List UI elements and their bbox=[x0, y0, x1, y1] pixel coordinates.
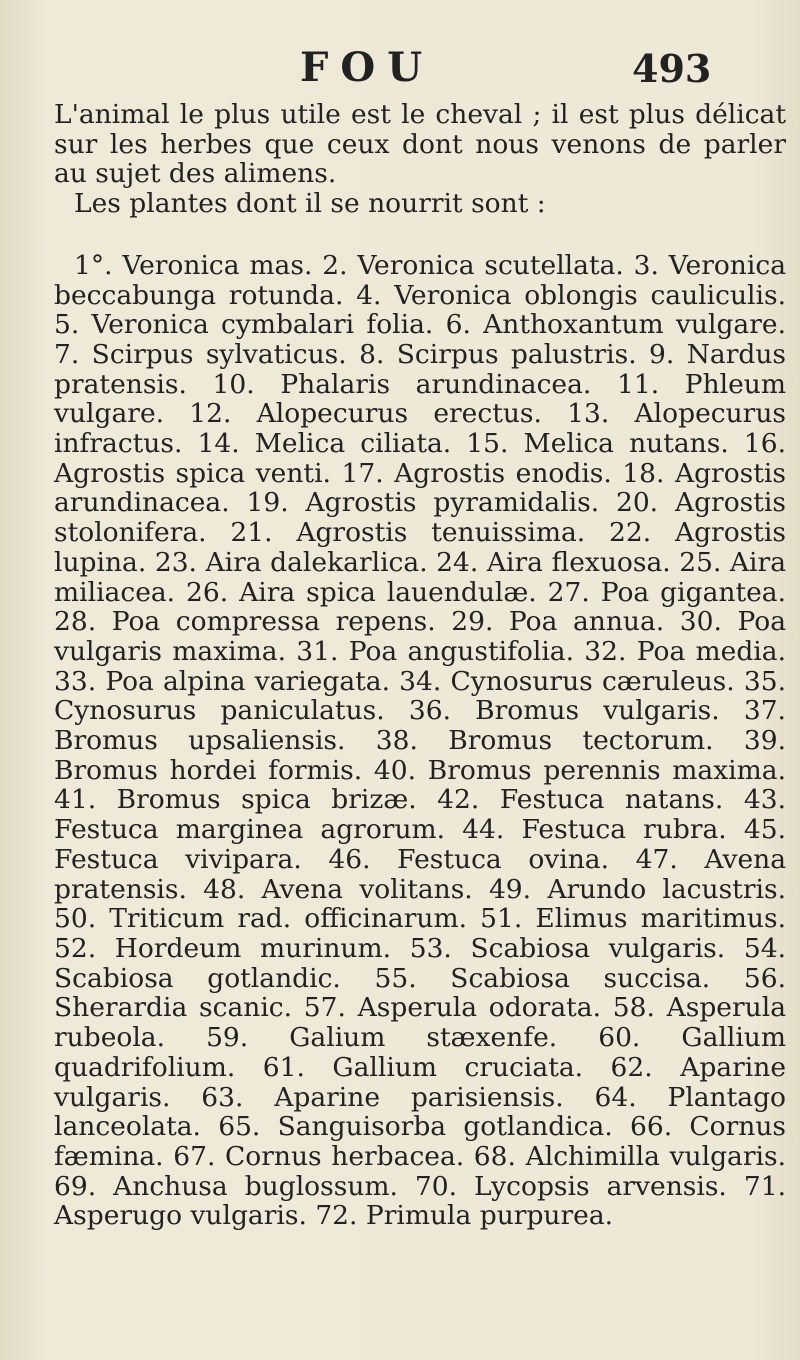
lead-paragraph: Les plantes dont il se nourrit sont : bbox=[74, 188, 546, 220]
page-header bbox=[0, 44, 800, 96]
page-number: 493 bbox=[632, 46, 712, 91]
intro-paragraph: L'animal le plus utile est le cheval ; il est plus délicat sur les herbes que ceux dont nous venons de parler au sujet des alimens. bbox=[54, 99, 786, 190]
body-text bbox=[54, 100, 786, 1231]
running-head: FOU bbox=[300, 44, 435, 91]
plant-list-paragraph: 1°. Veronica mas. 2. Veronica scutellata. 3. Veronica beccabunga rotunda. 4. Veronica oblongis cauliculis. 5. Veronica cymbalari folia. 6. Anthoxantum vulgare. 7. Scirpus sylvaticus. 8. Scirpus palustris. 9. Nardus pratensis. 10. Phalaris arundinacea. 11. Phleum vulgare. 12. Alopecurus erectus. 13. Alopecurus infractus. 14. Melica ciliata. 15. Melica nutans. 16. Agrostis spica venti. 17. Agrostis enodis. 18. Agrostis arundinacea. 19. Agrostis pyramidalis. 20. Agrostis stolonifera. 21. Agrostis tenuissima. 22. Agrostis lupina. 23. Aira dalekarlica. 24. Aira flexuosa. 25. Aira miliacea. 26. Aira spica lauendulæ. 27. Poa gigantea. 28. Poa compressa repens. 29. Poa annua. 30. Poa vulgaris maxima. 31. Poa angustifolia. 32. Poa media. 33. Poa alpina variegata. 34. Cynosurus cæruleus. 35. Cynosurus paniculatus. 36. Bromus vulgaris. 37. Bromus upsaliensis. 38. Bromus tectorum. 39. Bromus hordei formis. 40. Bromus perennis maxima. 41. Bromus spica brizæ. 42. Festuca natans. 43. Festuca marginea agrorum. 44. Festuca rubra. 45. Festuca vivipara. 46. Festuca ovina. 47. Avena pratensis. 48. Avena volitans. 49. Arundo lacustris. 50. Triticum rad. officinarum. 51. Elimus maritimus. 52. Hordeum murinum. 53. Scabiosa vulgaris. 54. Scabiosa gotlandic. 55. Scabiosa succisa. 56. Sherardia scanic. 57. Asperula odorata. 58. Asperula rubeola. 59. Galium stæxenfe. 60. Gallium quadrifolium. 61. Gallium cruciata. 62. Aparine vulgaris. 63. Aparine parisiensis. 64. Plantago lanceolata. 65. Sanguisorba gotlandica. 66. Cornus fæmina. 67. Cornus herbacea. 68. Alchimilla vulgaris. 69. Anchusa buglossum. 70. Lycopsis arvensis. 71. Asperugo vulgaris. 72. Primula purpurea. bbox=[54, 249, 786, 1232]
